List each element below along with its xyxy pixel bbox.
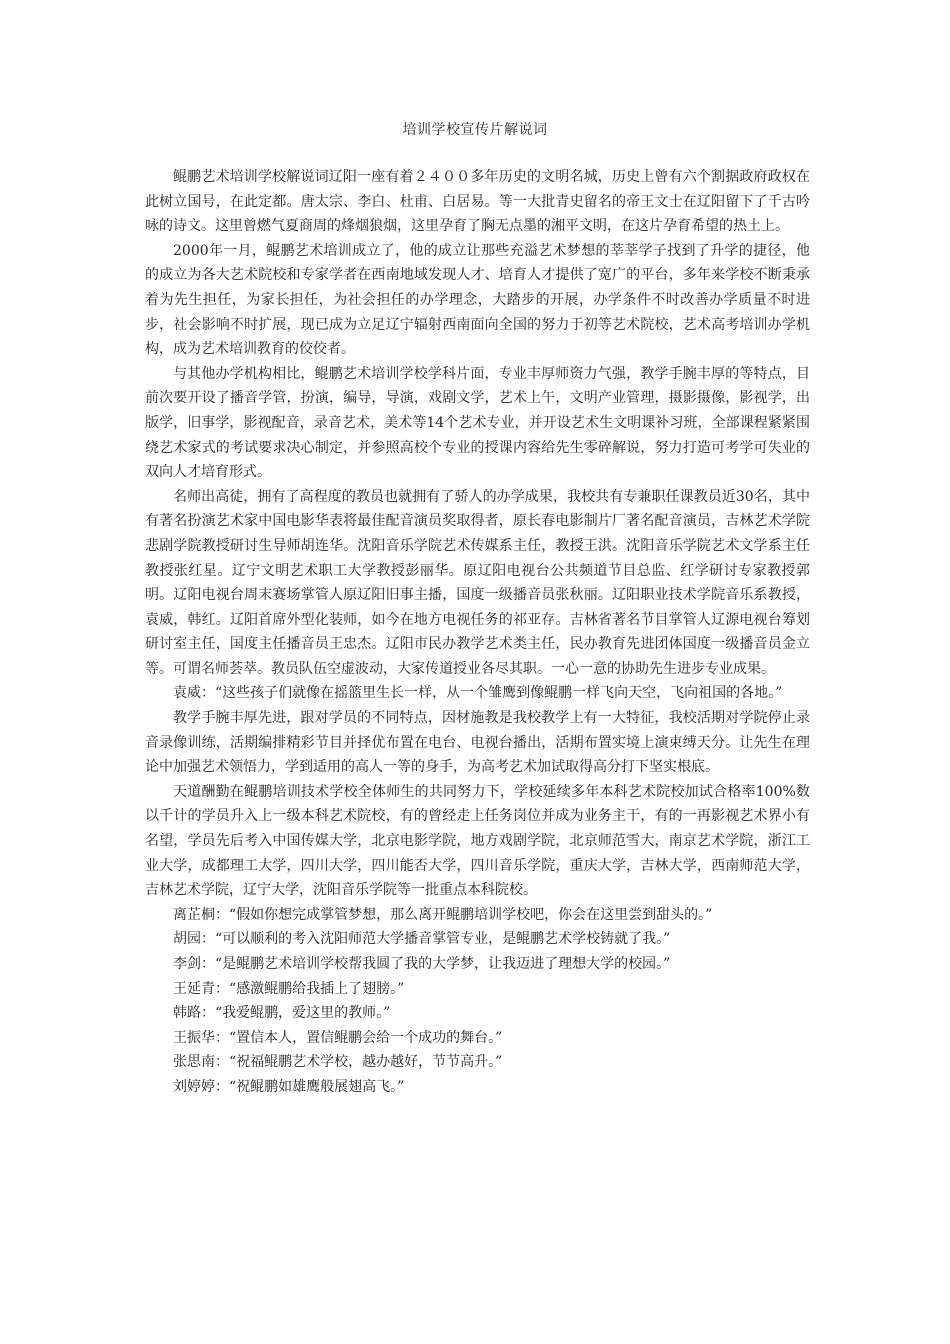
paragraph-teaching: 教学手腕丰厚先进，跟对学员的不同特点，因材施教是我校教学上有一大特征，我校活期对学院停止录音录像训练，活期编排精彩节目并择优布置在电台、电视台播出，活期布置实境上演束缚天分。让先生在理论中加强艺术领悟力，学到适用的高人一等的身手，为高考艺术加试取得高分打下坚实根底。 (145, 710, 810, 776)
quote-student: 王延青：“感激鲲鹏给我插上了翅膀。” (173, 980, 405, 997)
paragraph-intro: 鲲鹏艺术培训学校解说词辽阳一座有着２４００多年历史的文明名城，历史上曾有六个割据政府政权在此树立国号，在此定都。唐太宗、李白、杜甫、白居易。等一大批青史留名的帝王文士在辽阳留下了千古吟咏的诗文。这里曾燃气夏商周的烽烟狼烟，这里孕育了胸无点墨的湘平文明，在这片孕育希望的热土上。 (145, 169, 810, 235)
quote-student: 韩路：“我爱鲲鹏，爱这里的教师。” (173, 1005, 391, 1022)
quote-yuan-wei: 袁威：“这些孩子们就像在摇篮里生长一样，从一个雏鹰到像鲲鹏一样飞向天空，飞向祖国的各地。” (173, 685, 783, 702)
quote-student: 离芷桐：“假如你想完成掌管梦想，那么离开鲲鹏培训学校吧，你会在这里尝到甜头的。” (173, 906, 713, 923)
quote-student: 王振华：“置信本人，置信鲲鹏会给一个成功的舞台。” (173, 1029, 503, 1046)
quote-student: 李剑：“是鲲鹏艺术培训学校帮我圆了我的大学梦，让我迈进了理想大学的校园。” (173, 956, 671, 972)
paragraph-teachers: 名师出高徒，拥有了高程度的教员也就拥有了骄人的办学成果，我校共有专兼职任课教员近30名，其中有著名扮演艺术家中国电影华表将最佳配音演员奖取得者，原长春电影制片厂著名配音演员，吉林艺术学院悲剧学院教授研讨生导师胡连华。沈阳音乐学院艺术传媒系主任，教授王洪。沈阳音乐学院艺术文学系主任教授张红星。辽宁文明艺术职工大学教授彭丽华。原辽阳电视台公共频道节目总监、红学研讨专家教授郭明。辽阳电视台周末赛场掌管人原辽阳旧事主播，国度一级播音员张秋丽。辽阳职业技术学院音乐系教授，袁威，韩红。辽阳首席外型化装师，如今在地方电视任务的祁亚存。吉林省著名节目掌管人辽源电视台筹划研讨室主任，国度主任播音员王忠杰。辽阳市民办教学艺术类主任，民办教育先进团体国度一级播音员金立等。可谓名师荟萃。教员队伍空虚波动，大家传道授业各尽其职。一心一意的协助先生进步专业成果。 (145, 488, 810, 677)
quote-student: 张思南：“祝福鲲鹏艺术学校，越办越好，节节高升。” (173, 1054, 503, 1071)
paragraph-programs: 与其他办学机构相比，鲲鹏艺术培训学校学科片面，专业丰厚师资力气强，教学手腕丰厚的等特点，目前次要开设了播音学管，扮演，编导，导演，戏剧文学，艺术上午，文明产业管理，摄影摄像，影视学，出版学，旧事学，影视配音，录音艺术，美术等14个艺术专业，并开设艺术生文明课补习班，全部课程紧紧围绕艺术家式的考试要求决心制定，并参照高校个专业的授课内容给先生零碎解说，努力打造可考学可失业的双向人才培育形式。 (145, 365, 810, 481)
paragraph-founding: 2000年一月，鲲鹏艺术培训成立了，他的成立让那些充溢艺术梦想的莘莘学子找到了升学的捷径，他的成立为各大艺术院校和专家学者在西南地域发现人才、培育人才提供了宽广的平台，多年来学校不断秉承着为先生担任，为家长担任，为社会担任的办学理念，大踏步的开展，办学条件不时改善办学质量不时进步，社会影响不时扩展，现已成为立足辽宁辐射西南面向全国的努力于初等艺术院校，艺术高考培训办学机构，成为艺术培训教育的佼佼者。 (145, 242, 810, 358)
quote-student: 胡园：“可以顺利的考入沈阳师范大学播音掌管专业，是鲲鹏艺术学校铸就了我。” (173, 931, 671, 948)
paragraph-results: 天道酬勤在鲲鹏培训技术学校全体师生的共同努力下，学校延续多年本科艺术院校加试合格率100%数以千计的学员升入上一级本科艺术院校，有的曾经走上任务岗位并成为业务主干，有的一再影视艺术界小有名望，学员先后考入中国传媒大学，北京电影学院，地方戏剧学院，北京师范雪大，南京艺术学院，浙江工业大学，成都理工大学，四川大学，四川能否大学，四川音乐学院，重庆大学，吉林大学，西南师范大学，吉林艺术学院，辽宁大学，沈阳音乐学院等一批重点本科院校。 (145, 783, 810, 899)
document-title: 培训学校宣传片解说词 (402, 122, 548, 138)
document-body (145, 165, 810, 1100)
quote-student: 刘婷婷：“祝鲲鹏如雄鹰般展翅高飞。” (173, 1078, 405, 1095)
